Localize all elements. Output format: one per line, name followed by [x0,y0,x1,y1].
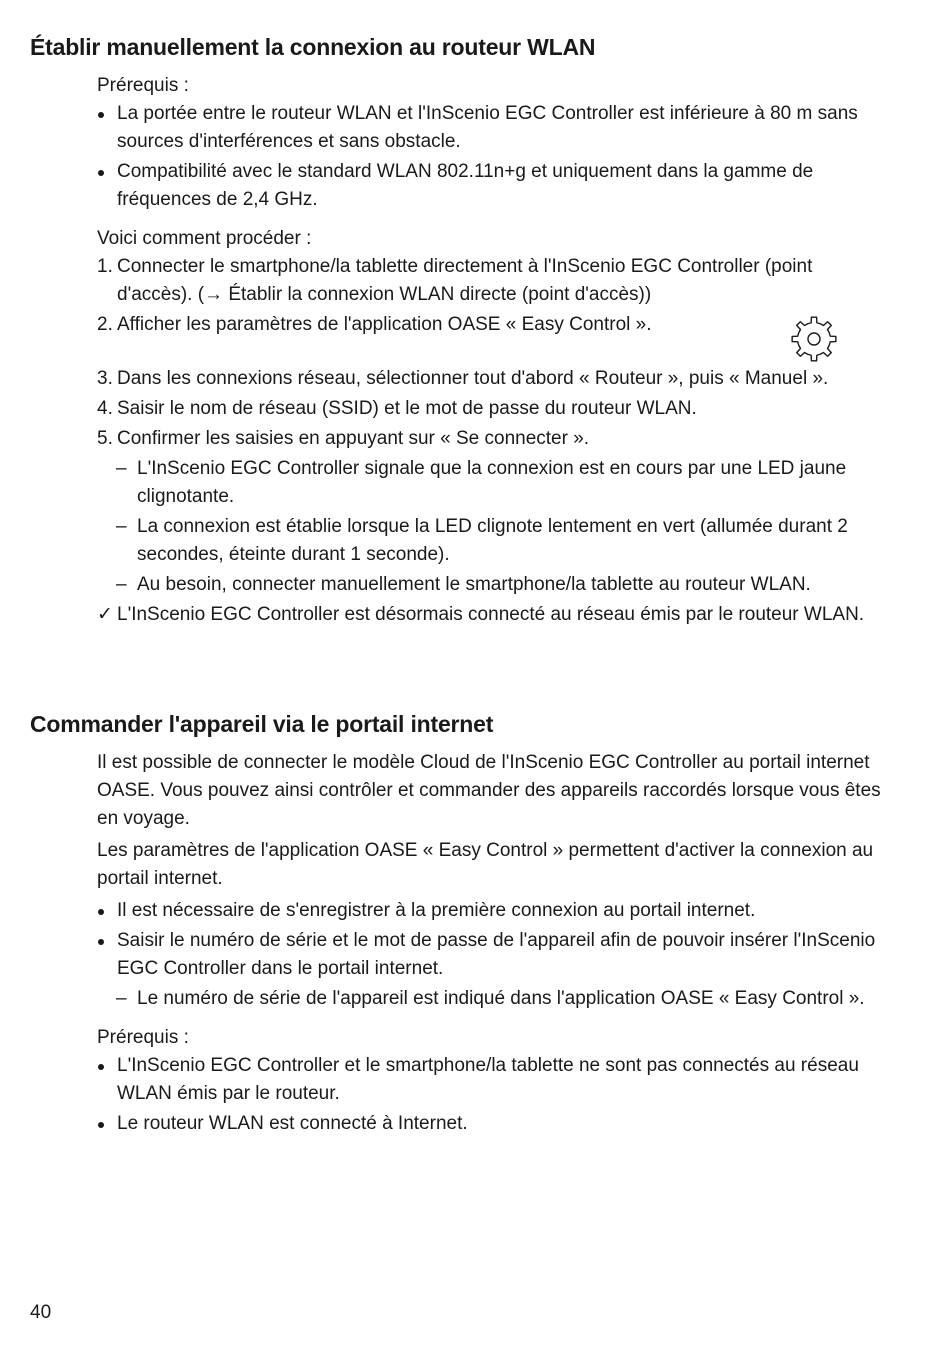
prereq-item: Le routeur WLAN est connecté à Internet. [97,1110,882,1138]
step-4 [97,395,882,423]
dash-marker: – [116,574,127,595]
dash-marker: – [116,516,127,537]
step-number: 5. [97,428,113,449]
sub-item: – Le numéro de série de l'appareil est indiqué dans l'application OASE « Easy Control ». [97,985,882,1013]
gear-icon [789,314,839,364]
page-number: 40 [30,1302,52,1323]
result-text: L'InScenio EGC Controller est désormais connecté au réseau émis par le routeur WLAN. [117,604,865,625]
step-text: Confirmer les saisies en appuyant sur « Se connecter ». [117,428,590,449]
checkmark-icon: ✓ [97,604,113,625]
prereq-label: Prérequis : [97,1027,189,1048]
step-text: Connecter le smartphone/la tablette directement à l'InScenio EGC Controller (point d'accès). (→ Établir la connexion WLAN directe (point d'accès)) [117,256,813,305]
result-line [97,601,882,629]
prereq-item: La portée entre le routeur WLAN et l'InScenio EGC Controller est inférieure à 80 m sans sources d'interférences et sans obstacle. [97,100,882,156]
section-title-wlan-manual: Établir manuellement la connexion au routeur WLAN [30,34,596,60]
step-2 [97,311,882,339]
settings-paragraph: Les paramètres de l'application OASE « Easy Control » permettent d'activer la connexion au portail internet. [97,840,874,889]
step-text: Dans les connexions réseau, sélectionner tout d'abord « Routeur », puis « Manuel ». [117,368,829,389]
prereq-item: Compatibilité avec le standard WLAN 802.11n+g et uniquement dans la gamme de fréquences de 2,4 GHz. [97,158,882,214]
dash-marker: – [116,458,127,479]
procedure-label: Voici comment procéder : [97,228,312,249]
step-number: 3. [97,368,113,389]
list-item: Il est nécessaire de s'enregistrer à la première connexion au portail internet. [97,897,882,925]
dash-marker: – [116,988,127,1009]
prereq-label: Prérequis : [97,75,189,96]
intro-paragraph: Il est possible de connecter le modèle Cloud de l'InScenio EGC Controller au portail internet OASE. Vous pouvez ainsi contrôler et commander des appareils raccordés lorsque vous êtes en voyage. [97,752,881,829]
substep: – L'InScenio EGC Controller signale que la connexion est en cours par une LED jaune clignotante. [97,455,882,511]
step-number: 2. [97,314,113,335]
list-item: Saisir le numéro de série et le mot de passe de l'appareil afin de pouvoir insérer l'InScenio EGC Controller dans le portail internet. [97,927,882,983]
section-title-internet-portal: Commander l'appareil via le portail internet [30,711,494,737]
step-text: Saisir le nom de réseau (SSID) et le mot de passe du routeur WLAN. [117,398,697,419]
step-number: 1. [97,256,113,277]
step-5 [97,425,882,453]
prereq-item: L'InScenio EGC Controller et le smartphone/la tablette ne sont pas connectés au réseau WLAN émis par le routeur. [97,1052,882,1108]
substep: – La connexion est établie lorsque la LED clignote lentement en vert (allumée durant 2 secondes, éteinte durant 1 seconde). [97,513,882,569]
step-1 [97,253,882,309]
step-text: Afficher les paramètres de l'application OASE « Easy Control ». [117,314,652,335]
section-body-wlan-manual [97,72,882,631]
substep: – Au besoin, connecter manuellement le smartphone/la tablette au routeur WLAN. [97,571,882,599]
step-3 [97,365,882,393]
step-number: 4. [97,398,113,419]
section-body-internet-portal [97,749,882,1140]
